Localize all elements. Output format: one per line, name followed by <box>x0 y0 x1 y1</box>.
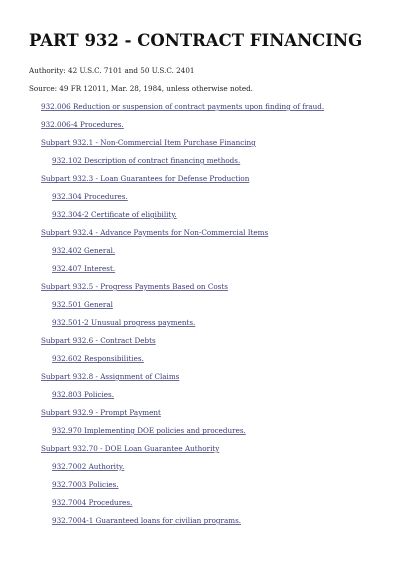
toc-item <box>29 246 386 256</box>
toc-item <box>29 102 386 112</box>
toc-item <box>29 156 386 166</box>
toc-link[interactable]: 932.006 Reduction or suspension of contract payments upon finding of fraud. <box>41 102 325 111</box>
toc-link[interactable]: 932.501-2 Unusual progress payments. <box>52 318 196 327</box>
toc-link[interactable]: 932.7004-1 Guaranteed loans for civilian programs. <box>52 516 242 525</box>
toc-link[interactable]: Subpart 932.9 - Prompt Payment <box>41 408 161 417</box>
toc-link[interactable]: Subpart 932.4 - Advance Payments for Non-Commercial Items <box>41 228 269 237</box>
toc-link[interactable]: 932.7002 Authority. <box>52 462 125 471</box>
toc-link[interactable]: 932.501 General <box>52 300 113 309</box>
toc-item <box>29 174 386 184</box>
toc-link[interactable]: 932.402 General. <box>52 246 116 255</box>
toc-item <box>29 210 386 220</box>
toc-item <box>29 480 386 490</box>
toc-item <box>29 120 386 130</box>
toc-item <box>29 444 386 454</box>
toc-link[interactable]: 932.602 Responsibilities. <box>52 354 144 363</box>
toc-item <box>29 372 386 382</box>
toc-item <box>29 426 386 436</box>
document-page <box>29 30 386 534</box>
toc-link[interactable]: Subpart 932.5 - Progress Payments Based on Costs <box>41 282 228 291</box>
toc-link[interactable]: 932.970 Implementing DOE policies and procedures. <box>52 426 246 435</box>
toc-item <box>29 300 386 310</box>
toc-link[interactable]: 932.407 Interest. <box>52 264 116 273</box>
toc-item <box>29 498 386 508</box>
toc-item <box>29 462 386 472</box>
toc-link[interactable]: 932.7004 Procedures. <box>52 498 133 507</box>
toc-item <box>29 192 386 202</box>
toc-link[interactable]: 932.102 Description of contract financing methods. <box>52 156 241 165</box>
toc-link[interactable]: 932.7003 Policies. <box>52 480 119 489</box>
toc-item <box>29 390 386 400</box>
toc-link[interactable]: 932.304 Procedures. <box>52 192 128 201</box>
toc-item <box>29 228 386 238</box>
toc-item <box>29 354 386 364</box>
toc-item <box>29 408 386 418</box>
page-title: PART 932 - CONTRACT FINANCING <box>29 31 363 50</box>
toc-item <box>29 336 386 346</box>
toc-link[interactable]: Subpart 932.1 - Non-Commercial Item Purchase Financing <box>41 138 256 147</box>
toc-item <box>29 282 386 292</box>
toc-link[interactable]: Subpart 932.6 - Contract Debts <box>41 336 156 345</box>
table-of-contents <box>29 102 386 526</box>
toc-item <box>29 264 386 274</box>
toc-link[interactable]: 932.304-2 Certificate of eligibility. <box>52 210 177 219</box>
toc-link[interactable]: Subpart 932.70 - DOE Loan Guarantee Authority <box>41 444 220 453</box>
toc-item <box>29 516 386 526</box>
toc-link[interactable]: Subpart 932.3 - Loan Guarantees for Defense Production <box>41 174 250 183</box>
toc-item <box>29 318 386 328</box>
authority-line: Authority: 42 U.S.C. 7101 and 50 U.S.C. 2401 <box>29 66 195 75</box>
toc-link[interactable]: 932.803 Policies. <box>52 390 115 399</box>
toc-link[interactable]: Subpart 932.8 - Assignment of Claims <box>41 372 180 381</box>
source-line: Source: 49 FR 12011, Mar. 28, 1984, unless otherwise noted. <box>29 84 253 93</box>
toc-item <box>29 138 386 148</box>
toc-link[interactable]: 932.006-4 Procedures. <box>41 120 124 129</box>
